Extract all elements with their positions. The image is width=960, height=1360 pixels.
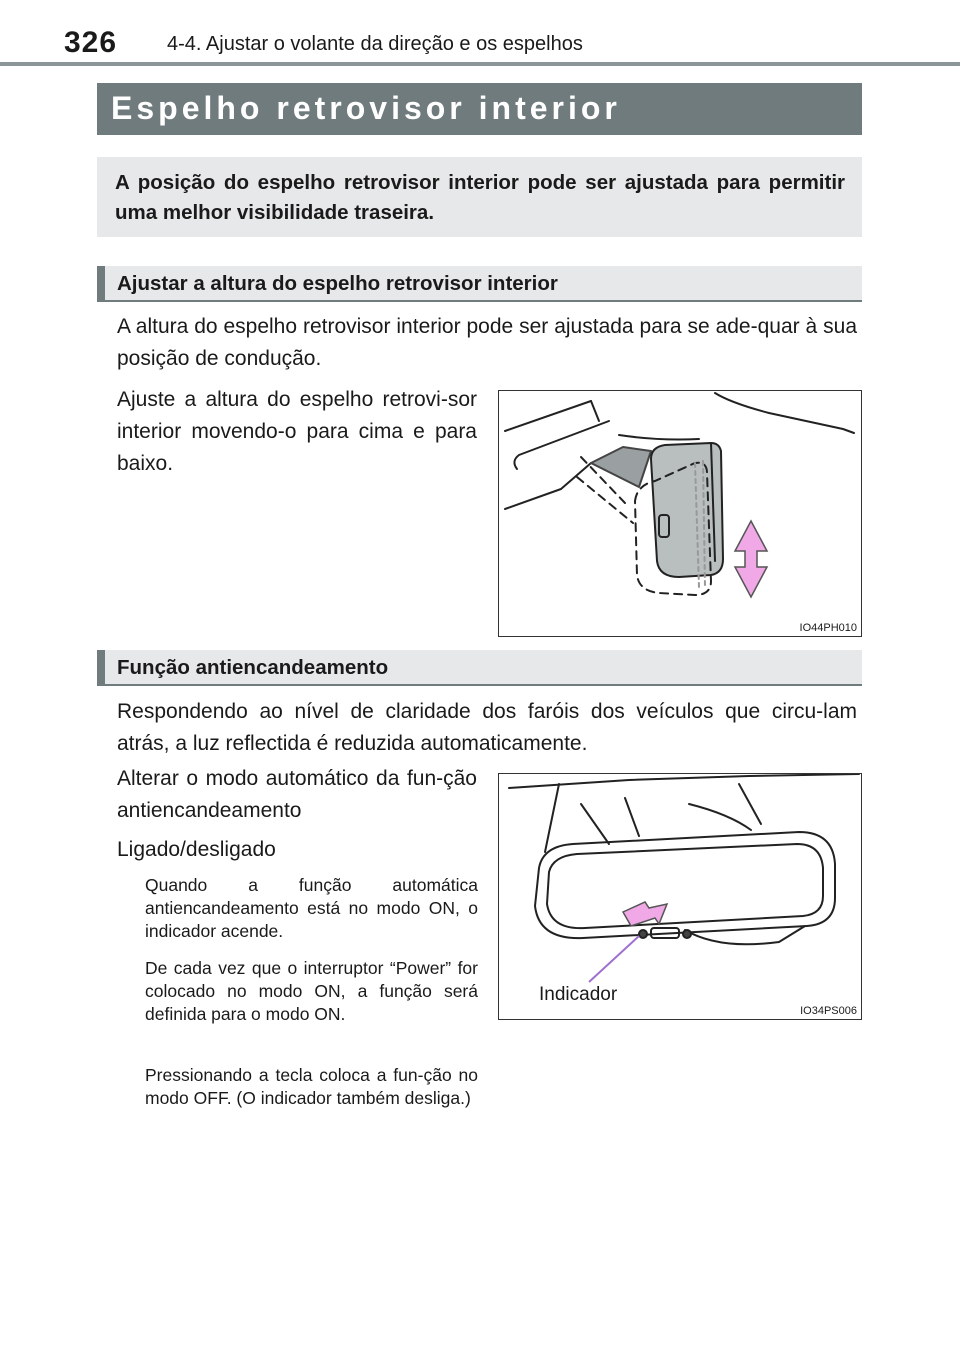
mirror-height-illustration (499, 391, 861, 636)
intro-box (97, 157, 862, 237)
antiglare-mirror-figure (498, 773, 862, 1020)
mirror-height-figure (498, 390, 862, 637)
note-power-mode: De cada vez que o interruptor “Power” for colocado no modo ON, a função será definida para o modo ON. (145, 958, 478, 1024)
note-button-off: Pressionando a tecla coloca a fun-ção no modo OFF. (O indicador também desliga.) (145, 1065, 478, 1108)
header-rule (0, 62, 960, 66)
antiglare-mirror-illustration (499, 774, 861, 1019)
antiglare-mode-text: Alterar o modo automático da fun-ção antiencandeamento (117, 767, 477, 822)
title-bar (97, 83, 862, 135)
on-off-label: Ligado/desligado (117, 838, 276, 861)
page-title: Espelho retrovisor interior (111, 90, 621, 126)
press-arrow-icon (623, 902, 667, 926)
note-indicator: Quando a função automática antiencandeamento está no modo ON, o indicador acende. (145, 875, 478, 941)
section-heading-antiglare (97, 650, 862, 686)
intro-text: A posição do espelho retrovisor interior pode ser ajustada para permitir uma melhor visibilidade traseira. (115, 171, 845, 224)
antiglare-description: Respondendo ao nível de claridade dos faróis dos veículos que circu-lam atrás, a luz reflectida é reduzida automaticamente. (117, 700, 857, 755)
indicator-callout-line (589, 936, 639, 982)
section-heading-text: Ajustar a altura do espelho retrovisor interior (117, 272, 558, 295)
section-heading-text: Função antiencandeamento (117, 656, 389, 679)
figure-code: IO34PS006 (800, 1005, 857, 1017)
indicator-label: Indicador (539, 984, 618, 1005)
chapter-title: 4-4. Ajustar o volante da direção e os espelhos (167, 33, 583, 55)
height-instruction: Ajuste a altura do espelho retrovi-sor interior movendo-o para cima e para baixo. (117, 388, 477, 475)
height-description: A altura do espelho retrovisor interior pode ser ajustada para se ade-quar à sua posição de condução. (117, 315, 857, 370)
page-number: 326 (64, 26, 118, 59)
section-heading-height (97, 266, 862, 302)
figure-code: IO44PH010 (799, 622, 857, 634)
up-down-arrow-icon (735, 521, 767, 597)
